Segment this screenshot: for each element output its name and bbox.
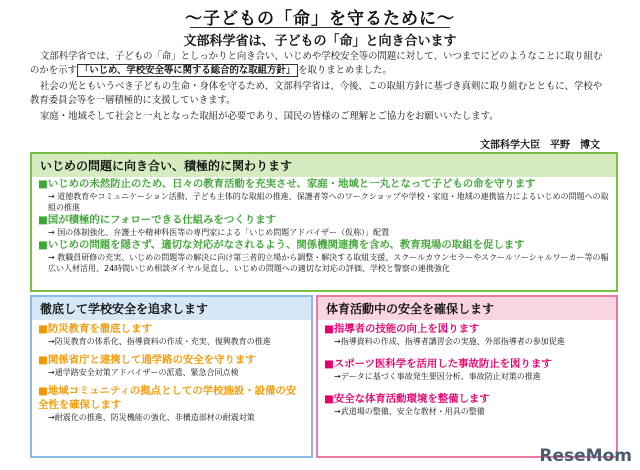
list-item (32, 322, 311, 347)
school-safety-item-desc: →通学路安全対策アドバイザーの派遣、緊急合同点検 (48, 368, 239, 377)
list-item (32, 238, 616, 274)
pe-safety-item-desc: →指導資料の作成、指導者講習会の実施、外部指導者の参加促進 (334, 337, 565, 346)
pe-safety-item-desc: →データに基づく事故発生要因分析、事故防止対策の推進 (334, 372, 541, 381)
pe-safety-section-heading: 体育活動中の安全を確保します (318, 297, 616, 320)
pe-safety-section (316, 295, 618, 458)
resemom-logo: ReseMom (539, 446, 632, 466)
school-safety-item-desc: →防災教育の体系化、指導資料の作成・充実、復興教育の推進 (48, 337, 271, 346)
bullying-item-title: ■いじめの問題を隠さず、適切な対応がなされるよう、関係機関連携を含め、教育現場の取組を促します (38, 239, 525, 251)
intro-paragraph-3: 家庭・地域そして社会と一丸となった取組が必要であり、国民の皆様のご理解とご協力をお願いいたします。 (40, 111, 499, 122)
bullying-item-desc: → 国の体制強化、弁護士や精神科医等の専門家による「いじめ問題アドバイザー（仮称）」配置 (48, 228, 390, 237)
intro-p1-before: 文部科学省では、子どもの「命」としっかりと向き合い、いじめや学校安全等の問題に対して、いつまでにどのようなことに取り組むのかを示す (30, 51, 603, 76)
page-subtitle: 文部科学省は、子どもの「命」と向き合います (183, 34, 457, 49)
school-safety-section (30, 295, 313, 458)
bullying-section-heading: いじめの問題に向き合い、積極的に関わります (32, 154, 616, 177)
bullying-item-title: ■いじめの未然防止のため、日々の教育活動を充実させ、家庭・地域と一丸となって子どもの命を守ります (38, 178, 536, 190)
page-title: ～子どもの「命」を守るために～ (185, 9, 455, 29)
bullying-item-desc: → 教職員研修の充実、いじめの問題等の解決に向け第三者的立場から調整・解決する取組支援、スクールカウンセラーやスクールソーシャルワーカー等の幅広い人材活用、24時間いじめ相談ダイヤル見直し、いじめの問題への適切な対応の評価、学校と警察の連携強化 (48, 253, 609, 273)
pe-safety-item-desc: →武道場の整備、安全な教材・用具の整備 (334, 407, 485, 416)
school-safety-section-heading: 徹底して学校安全を追求します (32, 297, 311, 320)
list-item (32, 353, 311, 378)
list-item (318, 357, 616, 382)
bullying-section (30, 152, 618, 292)
school-safety-item-title: ■防災教育を徹底します (38, 323, 152, 335)
list-item (318, 322, 616, 347)
school-safety-item-title: ■関係省庁と連携して通学路の安全を守ります (38, 354, 256, 366)
pe-safety-item-title: ■指導者の技能の向上を図ります (324, 323, 480, 335)
title-underline (190, 27, 450, 28)
intro-paragraph-2: 社会の光ともいうべき子どもの生命・身体を守るため、文部科学省は、今後、この取組方針に基づき真剣に取り組むとともに、学校や教育委員会等を一層積極的に支援していきます。 (30, 81, 603, 106)
list-item (32, 213, 616, 238)
school-safety-item-title: ■地域コミュニティの拠点としての学校施設・設備の安全性を確保します (38, 385, 297, 411)
bullying-item-desc: → 道徳教育やコミュニケーション活動、子ども主体的な取組の推進、保護者等へのワークショップや学校・家庭・地域の連携協力によるいじめの問題への取組の推進 (48, 192, 609, 212)
list-item (318, 392, 616, 417)
pe-safety-item-title: ■スポーツ医科学を活用した事故防止を図ります (324, 358, 552, 370)
list-item (32, 384, 311, 423)
school-safety-item-desc: →耐震化の推進、防災機能の強化、非構造部材の耐震対策 (48, 413, 255, 422)
intro-paragraph-1 (30, 50, 610, 78)
list-item (32, 177, 616, 213)
intro-p1-after: を取りまとめました。 (298, 65, 392, 76)
minister-signature: 文部科学大臣 平野 博文 (480, 140, 600, 151)
pe-safety-item-title: ■安全な体育活動環境を整備します (324, 393, 490, 405)
intro-text (30, 50, 610, 126)
bullying-item-title: ■国が積極的にフォローできる仕組みをつくります (38, 214, 276, 226)
policy-name-highlight: 「いじめ、学校安全等に関する総合的な取組方針」 (77, 64, 298, 77)
